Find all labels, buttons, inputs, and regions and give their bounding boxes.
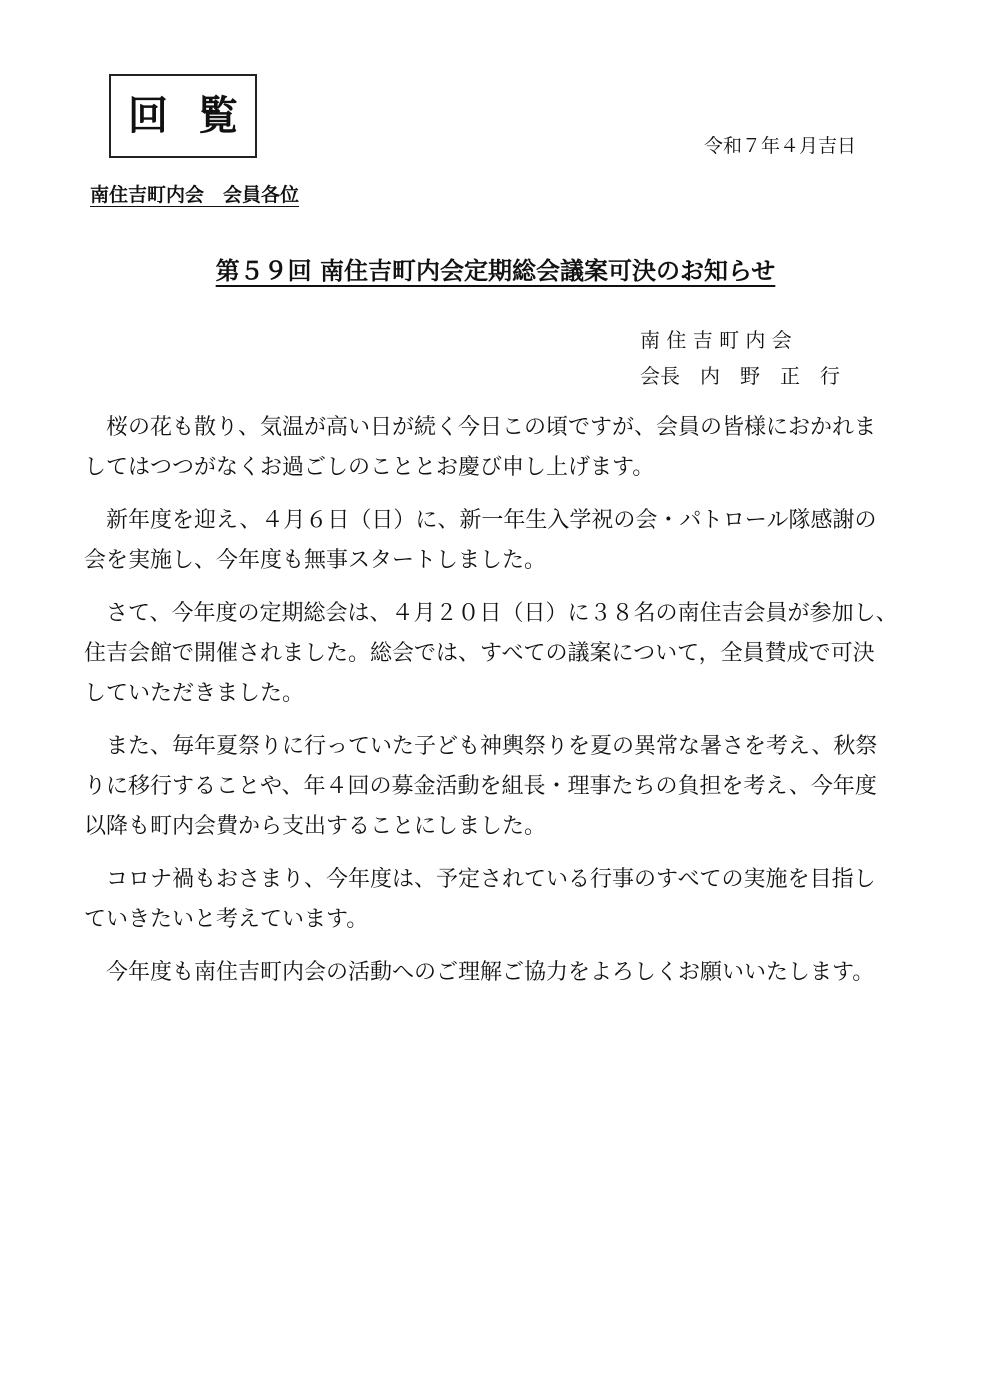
stamp-label: 回覧 — [128, 93, 268, 139]
text-line: していただきました。 — [84, 681, 305, 706]
text-line: 住吉会館で開催されました。総会では、すべての議案について，全員賛成で可決 — [84, 641, 875, 666]
text-line: さて、今年度の定期総会は、４月２０日（日）に３８名の南住吉会員が参加し、 — [84, 601, 898, 626]
letter-body — [84, 408, 898, 1006]
circulation-stamp — [109, 74, 268, 158]
text-line: してはつつがなくお過ごしのこととお慶び申し上げます。 — [84, 455, 655, 480]
paragraph-greeting — [84, 408, 894, 488]
text-line: 桜の花も散り、気温が高い日が続く今日この頃ですが、会員の皆様におかれま — [84, 415, 877, 440]
text-line: 新年度を迎え、４月６日（日）に、新一年生入学祝の会・パトロール隊感謝の — [84, 508, 877, 533]
text-line: 今年度も南住吉町内会の活動へのご理解ご協力をよろしくお願いいたします。 — [84, 960, 875, 985]
text-line: また、毎年夏祭りに行っていた子ども神輿祭りを夏の異常な暑さを考え、秋祭 — [84, 734, 878, 759]
text-line: 以降も町内会費から支出することにしました。 — [84, 814, 547, 839]
paragraph-plans — [84, 860, 894, 940]
issue-date: 令和７年４月吉日 — [703, 135, 856, 157]
text-line: コロナ禍もおさまり、今年度は、予定されている行事のすべての実施を目指し — [84, 867, 876, 892]
document-title-text: 第５９回 南住吉町内会定期総会議案可決のお知らせ — [215, 257, 776, 285]
text-line: ていきたいと考えています。 — [84, 907, 369, 932]
paragraph-general-meeting — [84, 594, 898, 714]
sender-block — [640, 322, 840, 394]
paragraph-new-year-events — [84, 501, 894, 581]
sender-organization: 南 住 吉 町 内 会 — [640, 328, 792, 352]
text-line: りに移行することや、年４回の募金活動を組長・理事たちの負担を考え、今年度 — [84, 774, 877, 799]
paragraph-festival-changes — [84, 727, 894, 847]
sender-name: 会長 内 野 正 行 — [640, 364, 840, 388]
addressee: 南住吉町内会 会員各位 — [90, 184, 300, 206]
document-title — [0, 259, 991, 283]
text-line: 会を実施し、今年度も無事スタートしました。 — [84, 548, 547, 573]
paragraph-closing — [84, 953, 894, 993]
